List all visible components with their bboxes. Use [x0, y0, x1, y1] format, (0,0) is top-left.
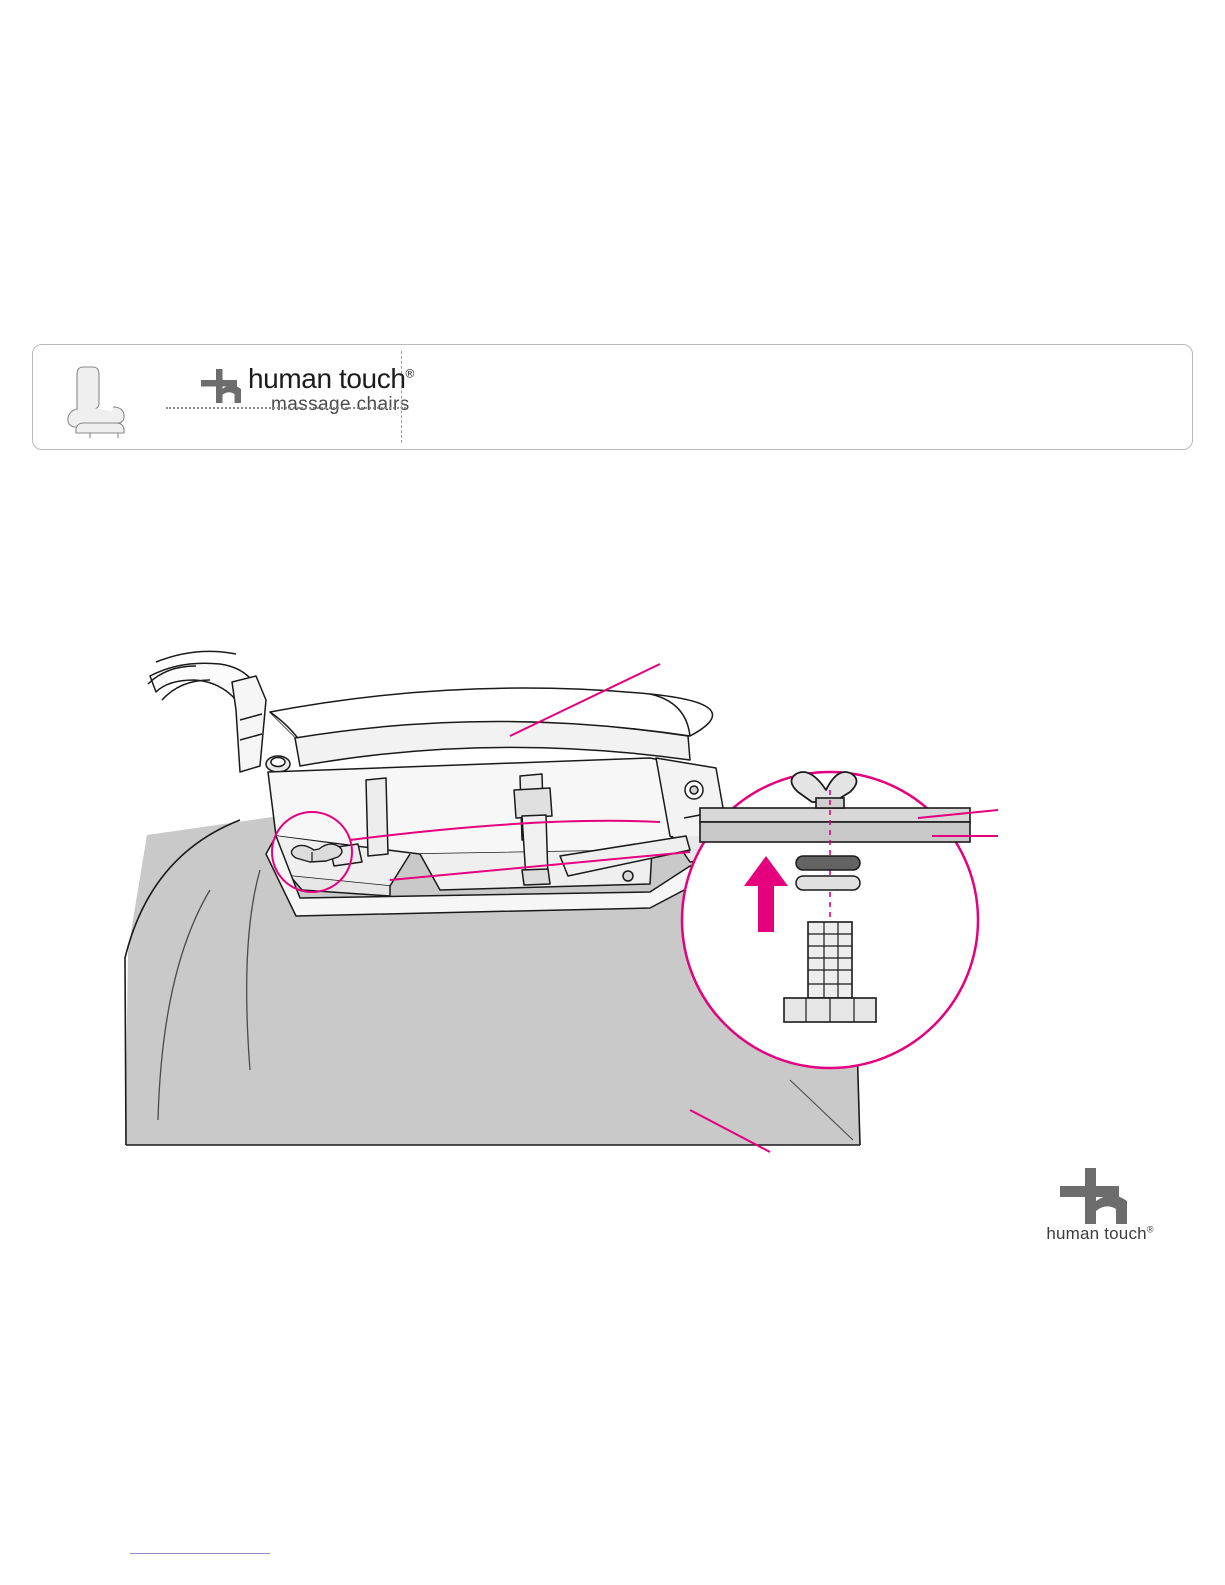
dotted-divider — [166, 407, 406, 411]
header-vertical-divider — [401, 351, 402, 443]
footer-registered-mark: ® — [1146, 1224, 1154, 1235]
human-touch-logo-icon — [201, 369, 245, 403]
washer-dark — [796, 856, 860, 870]
footer-logo — [1035, 1168, 1165, 1258]
footer-brand-name-text: human touch — [1046, 1224, 1147, 1243]
registered-mark: ® — [405, 366, 414, 381]
washer-light — [796, 876, 860, 890]
header-band — [32, 344, 1193, 450]
header-title-area — [411, 345, 1192, 449]
brand-name-text: human touch — [248, 363, 406, 394]
bottom-rule — [130, 1553, 270, 1554]
detail-zoom-circle — [682, 772, 998, 1068]
header-brand-area — [33, 345, 414, 449]
chair-base-assembly-diagram — [90, 640, 1090, 1180]
footer-brand-name — [1035, 1224, 1165, 1244]
brand-lockup — [201, 363, 416, 423]
brand-name — [248, 363, 414, 395]
massage-chair-icon — [61, 361, 147, 439]
brand-tagline: massage chairs — [271, 394, 410, 415]
human-touch-logo-icon — [1060, 1168, 1132, 1224]
